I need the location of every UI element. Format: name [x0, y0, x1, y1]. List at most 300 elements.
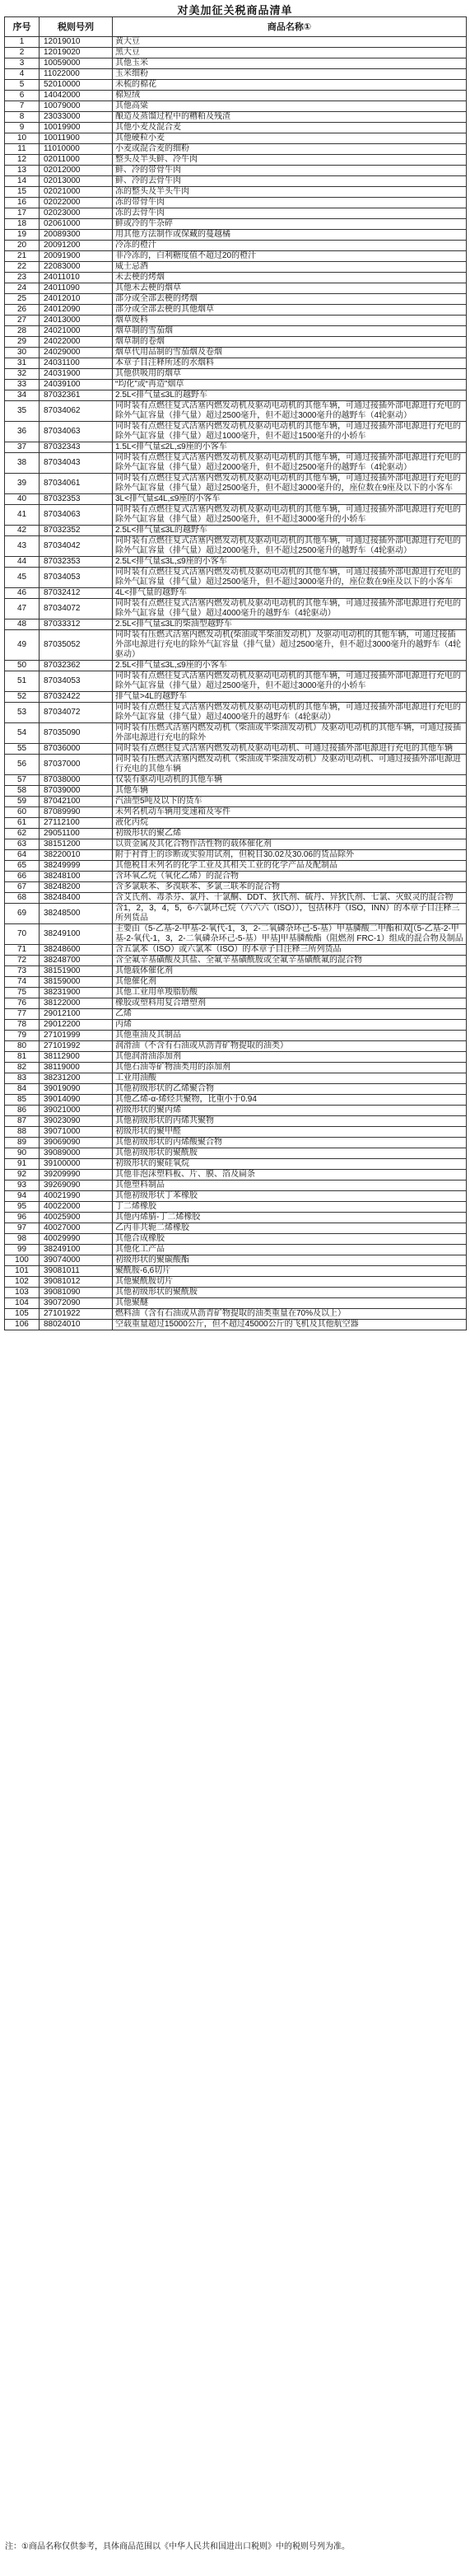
table-row — [5, 144, 467, 155]
cell-name: 其他税目未列名的化学工业及其相关工业的化学产品及配制品 — [113, 861, 467, 872]
cell-name: 2.5L<排气量≤3L的柴油型越野车 — [113, 619, 467, 630]
cell-code: 40027000 — [40, 1223, 113, 1234]
table-row — [5, 850, 467, 861]
cell-no: 59 — [5, 797, 40, 807]
cell-code: 87039000 — [40, 786, 113, 797]
cell-no: 101 — [5, 1266, 40, 1277]
cell-no: 86 — [5, 1106, 40, 1116]
table-row — [5, 369, 467, 380]
cell-name: 其他非泡沫塑料板、片、膜、箔及扁条 — [113, 1170, 467, 1180]
cell-code: 24012010 — [40, 294, 113, 305]
cell-no: 36 — [5, 422, 40, 442]
cell-code: 27101922 — [40, 1309, 113, 1320]
cell-no: 95 — [5, 1202, 40, 1213]
cell-code: 87089990 — [40, 807, 113, 818]
table-row — [5, 775, 467, 786]
table-row — [5, 557, 467, 568]
cell-no: 91 — [5, 1159, 40, 1170]
cell-name: 初级形状的聚碳酸酯 — [113, 1255, 467, 1266]
cell-no: 98 — [5, 1234, 40, 1245]
cell-code: 87034072 — [40, 703, 113, 723]
table-row — [5, 155, 467, 166]
cell-no: 9 — [5, 123, 40, 133]
cell-name: 其他催化剂 — [113, 977, 467, 988]
cell-code: 87032422 — [40, 692, 113, 703]
cell-no: 22 — [5, 262, 40, 273]
cell-no: 41 — [5, 505, 40, 526]
cell-name: 冻的整头及半头牛肉 — [113, 187, 467, 198]
cell-no: 69 — [5, 904, 40, 924]
cell-no: 71 — [5, 945, 40, 956]
cell-code: 87032353 — [40, 494, 113, 505]
cell-no: 92 — [5, 1170, 40, 1180]
cell-name: 含多氯联苯、多溴联苯、多氯三联苯的混合物 — [113, 882, 467, 893]
cell-code: 87034053 — [40, 568, 113, 588]
table-row — [5, 187, 467, 198]
table-row — [5, 1138, 467, 1148]
cell-code: 38119000 — [40, 1063, 113, 1073]
table-row — [5, 1106, 467, 1116]
cell-code: 10059000 — [40, 58, 113, 69]
cell-code: 38248700 — [40, 956, 113, 966]
cell-name: 同时装有压燃式活塞内燃发动机（柴油或半柴油发动机）及驱动电动机的其他车辆，可通过接插外部电源进行充电的除外 — [113, 723, 467, 744]
cell-name: 烟草制的雪茄烟 — [113, 326, 467, 337]
cell-no: 77 — [5, 1009, 40, 1020]
table-row — [5, 723, 467, 744]
table-row — [5, 1298, 467, 1309]
cell-code: 38249999 — [40, 861, 113, 872]
cell-code: 39072090 — [40, 1298, 113, 1309]
cell-code: 38248100 — [40, 872, 113, 882]
cell-no: 94 — [5, 1191, 40, 1202]
table-row — [5, 123, 467, 133]
cell-code: 20091900 — [40, 251, 113, 262]
cell-code: 29051100 — [40, 829, 113, 839]
cell-code: 39019090 — [40, 1084, 113, 1095]
cell-code: 39089000 — [40, 1148, 113, 1159]
header-code: 税则号列 — [40, 17, 113, 37]
cell-code: 87035090 — [40, 723, 113, 744]
cell-code: 24013000 — [40, 316, 113, 326]
cell-name: 排气量>4L的越野车 — [113, 692, 467, 703]
cell-no: 55 — [5, 744, 40, 755]
cell-no: 60 — [5, 807, 40, 818]
cell-code: 24011090 — [40, 283, 113, 294]
cell-name: 同时装有压燃式活塞内燃发动机(柴油或半柴油发动机）及驱动电动机的其他车辆，可通过接插外部电源进行充电的除外气缸容量（排气量）超过2500毫升，但不超过3000毫升的越野车（4轮驱动） — [113, 630, 467, 661]
cell-name: 同时装有点燃往复式活塞内燃发动机及驱动电动机的其他车辆，可通过接插外部电源进行充电的除外气缸容量（排气量）超过2500毫升，但不超过3000毫升的，座位数在9座及以下的小客车 — [113, 474, 467, 494]
cell-code: 02023000 — [40, 208, 113, 219]
table-row — [5, 1288, 467, 1298]
table-row — [5, 1191, 467, 1202]
cell-no: 33 — [5, 380, 40, 390]
cell-no: 13 — [5, 166, 40, 176]
cell-code: 39069090 — [40, 1138, 113, 1148]
cell-code: 39014090 — [40, 1095, 113, 1106]
cell-no: 26 — [5, 305, 40, 316]
cell-code: 10079000 — [40, 101, 113, 112]
cell-name: 含环氧乙烷（氧化乙烯）的混合物 — [113, 872, 467, 882]
cell-no: 83 — [5, 1073, 40, 1084]
table-row — [5, 58, 467, 69]
footnote: 注：①商品名称仅供参考，具体商品范围以《中华人民共和国进出口税则》中的税则号列为准。 — [5, 2542, 350, 2551]
table-row — [5, 703, 467, 723]
cell-code: 24011010 — [40, 273, 113, 283]
cell-no: 62 — [5, 829, 40, 839]
cell-no: 1 — [5, 37, 40, 48]
table-row — [5, 1202, 467, 1213]
cell-code: 38231200 — [40, 1073, 113, 1084]
cell-no: 20 — [5, 241, 40, 251]
table-row — [5, 48, 467, 58]
table-row — [5, 283, 467, 294]
cell-no: 81 — [5, 1052, 40, 1063]
cell-code: 24012090 — [40, 305, 113, 316]
cell-code: 38122000 — [40, 998, 113, 1009]
cell-name: 初级形状的聚甲醛 — [113, 1127, 467, 1138]
cell-code: 02013000 — [40, 176, 113, 187]
cell-name: 空载重量超过15000公斤，但不超过45000公斤的飞机及其他航空器 — [113, 1320, 467, 1330]
table-row — [5, 998, 467, 1009]
cell-code: 52010000 — [40, 80, 113, 91]
cell-code: 10019900 — [40, 123, 113, 133]
cell-code: 87034062 — [40, 401, 113, 422]
table-row — [5, 1031, 467, 1041]
table-row — [5, 861, 467, 872]
table-row — [5, 1159, 467, 1170]
table-row — [5, 904, 467, 924]
table-row — [5, 1020, 467, 1031]
cell-no: 3 — [5, 58, 40, 69]
table-row — [5, 1277, 467, 1288]
cell-code: 38248500 — [40, 904, 113, 924]
cell-name: 鲜或冷的牛杂碎 — [113, 219, 467, 230]
cell-name: 非冷冻的，白利糖度值不超过20的橙汁 — [113, 251, 467, 262]
cell-code: 10011900 — [40, 133, 113, 144]
cell-no: 46 — [5, 588, 40, 599]
cell-code: 87038000 — [40, 775, 113, 786]
cell-name: 同时装有点燃往复式活塞内燃发动机及驱动电动机的其他车辆，可通过接插外部电源进行充电的除外气缸容量（排气量）超过2500毫升，但不超过3000毫升的，座位数在9座及以下的小客车 — [113, 568, 467, 588]
cell-code: 87034063 — [40, 422, 113, 442]
table-row — [5, 176, 467, 187]
cell-name: 同时装有点燃往复式活塞内燃发动机及驱动电动机、可通过接插外部电源进行充电的其他车辆 — [113, 744, 467, 755]
cell-no: 21 — [5, 251, 40, 262]
cell-name: 未列名机动车辆用变速箱及零件 — [113, 807, 467, 818]
table-row — [5, 401, 467, 422]
cell-code: 87034072 — [40, 599, 113, 619]
cell-code: 02021000 — [40, 187, 113, 198]
table-row — [5, 786, 467, 797]
cell-name: 其他车辆 — [113, 786, 467, 797]
cell-code: 87034063 — [40, 505, 113, 526]
cell-no: 84 — [5, 1084, 40, 1095]
cell-name: 其他润滑油添加剂 — [113, 1052, 467, 1063]
table-row — [5, 588, 467, 599]
cell-name: 初级形状的聚丙烯 — [113, 1106, 467, 1116]
cell-no: 14 — [5, 176, 40, 187]
cell-code: 02022000 — [40, 198, 113, 208]
cell-no: 40 — [5, 494, 40, 505]
cell-name: 附于衬背上的诊断或实验用试剂，但税目30.02及30.06的货品除外 — [113, 850, 467, 861]
cell-no: 103 — [5, 1288, 40, 1298]
cell-code: 24039100 — [40, 380, 113, 390]
cell-code: 40029990 — [40, 1234, 113, 1245]
cell-name: 酿造及蒸馏过程中的糟粕及残渣 — [113, 112, 467, 123]
table-row — [5, 1116, 467, 1127]
cell-no: 39 — [5, 474, 40, 494]
table-row — [5, 1170, 467, 1180]
cell-code: 38249100 — [40, 924, 113, 945]
cell-code: 24031100 — [40, 358, 113, 369]
table-row — [5, 1245, 467, 1255]
cell-no: 105 — [5, 1309, 40, 1320]
cell-code: 24021000 — [40, 326, 113, 337]
cell-name: 仅装有驱动电动机的其他车辆 — [113, 775, 467, 786]
cell-code: 38248200 — [40, 882, 113, 893]
table-row — [5, 326, 467, 337]
table-row — [5, 133, 467, 144]
cell-no: 19 — [5, 230, 40, 241]
cell-name: 同时装有压燃式活塞内燃发动机（柴油或半柴油发动机）及驱动电动机、可通过接插外部电源进行充电的其他车辆 — [113, 755, 467, 775]
cell-name: 冷冻的橙汁 — [113, 241, 467, 251]
cell-name: 其他工业用单羧脂肪酸 — [113, 988, 467, 998]
cell-name: 鲜、冷的去骨牛肉 — [113, 176, 467, 187]
cell-name: 乙丙非共轭二烯橡胶 — [113, 1223, 467, 1234]
table-row — [5, 348, 467, 358]
table-row — [5, 599, 467, 619]
cell-no: 82 — [5, 1063, 40, 1073]
cell-no: 12 — [5, 155, 40, 166]
cell-code: 87032343 — [40, 442, 113, 453]
cell-name: 同时装有点燃往复式活塞内燃发动机及驱动电动机的其他车辆，可通过接插外部电源进行充电的除外气缸容量（排气量）超过1000毫升，但不超过1500毫升的小轿车 — [113, 422, 467, 442]
table-row — [5, 69, 467, 80]
cell-name: 其他乙烯-α-烯烃共聚物，比重小于0.94 — [113, 1095, 467, 1106]
cell-code: 87042100 — [40, 797, 113, 807]
cell-name: 其他重油及其制品 — [113, 1031, 467, 1041]
cell-no: 93 — [5, 1180, 40, 1191]
cell-name: 其他未去梗的烟草 — [113, 283, 467, 294]
cell-name: 玉米细粉 — [113, 69, 467, 80]
table-row — [5, 1223, 467, 1234]
table-row — [5, 744, 467, 755]
cell-name: 黄大豆 — [113, 37, 467, 48]
table-row — [5, 112, 467, 123]
table-row — [5, 1148, 467, 1159]
cell-code: 88024010 — [40, 1320, 113, 1330]
cell-name: 其他初级形状丁苯橡胶 — [113, 1191, 467, 1202]
table-row — [5, 505, 467, 526]
cell-no: 65 — [5, 861, 40, 872]
cell-code: 87033312 — [40, 619, 113, 630]
cell-code: 38151900 — [40, 966, 113, 977]
cell-name: 汽油型5吨及以下的货车 — [113, 797, 467, 807]
cell-no: 5 — [5, 80, 40, 91]
cell-no: 53 — [5, 703, 40, 723]
cell-no: 67 — [5, 882, 40, 893]
cell-no: 56 — [5, 755, 40, 775]
cell-code: 24029000 — [40, 348, 113, 358]
cell-name: 烟草废料 — [113, 316, 467, 326]
cell-name: 其他载体催化剂 — [113, 966, 467, 977]
cell-name: 乙烯 — [113, 1009, 467, 1020]
cell-name: 其他供吸用的烟草 — [113, 369, 467, 380]
cell-code: 39269090 — [40, 1180, 113, 1191]
cell-name: 其他聚醚 — [113, 1298, 467, 1309]
cell-no: 61 — [5, 818, 40, 829]
cell-code: 38231900 — [40, 988, 113, 998]
cell-code: 87034042 — [40, 536, 113, 557]
cell-name: 部分或全部去梗的其他烟草 — [113, 305, 467, 316]
cell-no: 90 — [5, 1148, 40, 1159]
cell-name: 未去梗的烤烟 — [113, 273, 467, 283]
table-row — [5, 988, 467, 998]
cell-no: 52 — [5, 692, 40, 703]
cell-name: 同时装有点燃往复式活塞内燃发动机及驱动电动机的其他车辆，可通过接插外部电源进行充电的除外气缸容量（排气量）超过2500毫升，但不超过3000毫升的越野车（4轮驱动） — [113, 401, 467, 422]
table-row — [5, 337, 467, 348]
table-row — [5, 390, 467, 401]
table-row — [5, 829, 467, 839]
cell-no: 80 — [5, 1041, 40, 1052]
table-row — [5, 797, 467, 807]
cell-no: 29 — [5, 337, 40, 348]
cell-code: 87032353 — [40, 557, 113, 568]
cell-code: 38249100 — [40, 1245, 113, 1255]
cell-no: 35 — [5, 401, 40, 422]
table-row — [5, 536, 467, 557]
cell-code: 24031900 — [40, 369, 113, 380]
cell-code: 39081012 — [40, 1277, 113, 1288]
cell-no: 37 — [5, 442, 40, 453]
cell-name: 其他初级形状的乙烯聚合物 — [113, 1084, 467, 1095]
cell-no: 7 — [5, 101, 40, 112]
table-row — [5, 442, 467, 453]
table-row — [5, 872, 467, 882]
cell-no: 17 — [5, 208, 40, 219]
table-header-row — [5, 17, 467, 37]
table-row — [5, 1041, 467, 1052]
table-row — [5, 1073, 467, 1084]
cell-code: 87034043 — [40, 453, 113, 474]
cell-name: 同时装有点燃往复式活塞内燃发动机及驱动电动机的其他车辆，可通过接插外部电源进行充电的除外气缸容量（排气量）超过4000毫升的越野车（4轮驱动） — [113, 703, 467, 723]
cell-name: 丙烯 — [113, 1020, 467, 1031]
cell-name: 3L<排气量≤4L,≤9座的小客车 — [113, 494, 467, 505]
cell-name: 威士忌酒 — [113, 262, 467, 273]
cell-name: 2.5L<排气量≤3L的越野车 — [113, 526, 467, 536]
table-row — [5, 198, 467, 208]
cell-no: 96 — [5, 1213, 40, 1223]
cell-code: 39023090 — [40, 1116, 113, 1127]
table-row — [5, 807, 467, 818]
cell-name: 同时装有点燃往复式活塞内燃发动机及驱动电动机的其他车辆，可通过接插外部电源进行充电的除外气缸容量（排气量）超过2000毫升，但不超过2500毫升的越野车（4轮驱动） — [113, 453, 467, 474]
table-row — [5, 91, 467, 101]
table-row — [5, 305, 467, 316]
cell-name: 鲜、冷的带骨牛肉 — [113, 166, 467, 176]
cell-name: 1.5L<排气量≤2L,≤9座的小客车 — [113, 442, 467, 453]
cell-no: 24 — [5, 283, 40, 294]
cell-code: 87034061 — [40, 474, 113, 494]
cell-name: 同时装有点燃往复式活塞内燃发动机及驱动电动机的其他车辆，可通过接插外部电源进行充电的除外气缸容量（排气量）超过2000毫升，但不超过2500毫升的越野车（4轮驱动） — [113, 536, 467, 557]
cell-code: 22083000 — [40, 262, 113, 273]
cell-no: 51 — [5, 671, 40, 692]
header-no: 序号 — [5, 17, 40, 37]
cell-no: 63 — [5, 839, 40, 850]
cell-code: 02012000 — [40, 166, 113, 176]
table-row — [5, 1234, 467, 1245]
cell-code: 29012200 — [40, 1020, 113, 1031]
table-row — [5, 219, 467, 230]
cell-name: 其他初级形状的聚酰胺 — [113, 1148, 467, 1159]
page-title: 对美加征关税商品清单 — [177, 4, 293, 16]
cell-no: 18 — [5, 219, 40, 230]
cell-code: 12019020 — [40, 48, 113, 58]
table-row — [5, 692, 467, 703]
table-row — [5, 380, 467, 390]
cell-no: 45 — [5, 568, 40, 588]
cell-code: 87032361 — [40, 390, 113, 401]
cell-no: 44 — [5, 557, 40, 568]
table-row — [5, 37, 467, 48]
cell-no: 2 — [5, 48, 40, 58]
cell-no: 102 — [5, 1277, 40, 1288]
cell-no: 11 — [5, 144, 40, 155]
cell-name: 2.5L<排气量≤3L,≤9座的小客车 — [113, 557, 467, 568]
cell-name: 烟草代用品制的雪茄烟及卷烟 — [113, 348, 467, 358]
cell-code: 29012100 — [40, 1009, 113, 1020]
cell-code: 14042000 — [40, 91, 113, 101]
cell-code: 87036000 — [40, 744, 113, 755]
cell-name: 橡胶或塑料用复合增塑剂 — [113, 998, 467, 1009]
cell-name: 含五氯苯（ISO）或六氯苯（ISO）的本章子目注释三所列货品 — [113, 945, 467, 956]
table-row — [5, 839, 467, 850]
cell-code: 27112100 — [40, 818, 113, 829]
cell-no: 32 — [5, 369, 40, 380]
cell-name: 其他高粱 — [113, 101, 467, 112]
table-row — [5, 818, 467, 829]
cell-code: 39081090 — [40, 1288, 113, 1298]
table-body — [5, 37, 467, 1330]
table-row — [5, 101, 467, 112]
cell-no: 76 — [5, 998, 40, 1009]
cell-no: 4 — [5, 69, 40, 80]
tariff-table — [4, 16, 467, 1330]
cell-code: 38112900 — [40, 1052, 113, 1063]
table-row — [5, 893, 467, 904]
table-row — [5, 474, 467, 494]
table-row — [5, 251, 467, 262]
table-row — [5, 294, 467, 305]
cell-code: 38248600 — [40, 945, 113, 956]
cell-code: 11010000 — [40, 144, 113, 155]
table-row — [5, 661, 467, 671]
cell-no: 28 — [5, 326, 40, 337]
cell-name: 主要由（5-乙基-2-甲基-2-氧代-1，3，2-二氧磷杂环己-5-基）甲基膦酸二甲酯和双[（5-乙基-2-甲基-2-氧代-1，3，2-二氧磷杂环己-5-基）甲基]甲基膦酸酯（阻燃剂 FRC-1）组成的混合物及制品 — [113, 924, 467, 945]
table-row — [5, 945, 467, 956]
cell-name: 同时装有点燃往复式活塞内燃发动机及驱动电动机的其他车辆，可通过接插外部电源进行充电的除外气缸容量（排气量）超过2500毫升，但不超过3000毫升的小轿车 — [113, 671, 467, 692]
cell-name: 部分或全部去梗的烤烟 — [113, 294, 467, 305]
table-row — [5, 316, 467, 326]
cell-no: 79 — [5, 1031, 40, 1041]
cell-name: 冻的去骨牛肉 — [113, 208, 467, 219]
cell-code: 38220010 — [40, 850, 113, 861]
cell-name: 其他初级形状的聚酰胺 — [113, 1288, 467, 1298]
cell-name: 润滑油（不含有石油或从沥青矿物提取的油类） — [113, 1041, 467, 1052]
table-row — [5, 166, 467, 176]
cell-name: 用其他方法制作或保藏的蔓越橘 — [113, 230, 467, 241]
cell-no: 70 — [5, 924, 40, 945]
table-row — [5, 241, 467, 251]
cell-name: 其他初级形状的丙烯共聚物 — [113, 1116, 467, 1127]
cell-name: 冻的带骨牛肉 — [113, 198, 467, 208]
cell-name: 黑大豆 — [113, 48, 467, 58]
